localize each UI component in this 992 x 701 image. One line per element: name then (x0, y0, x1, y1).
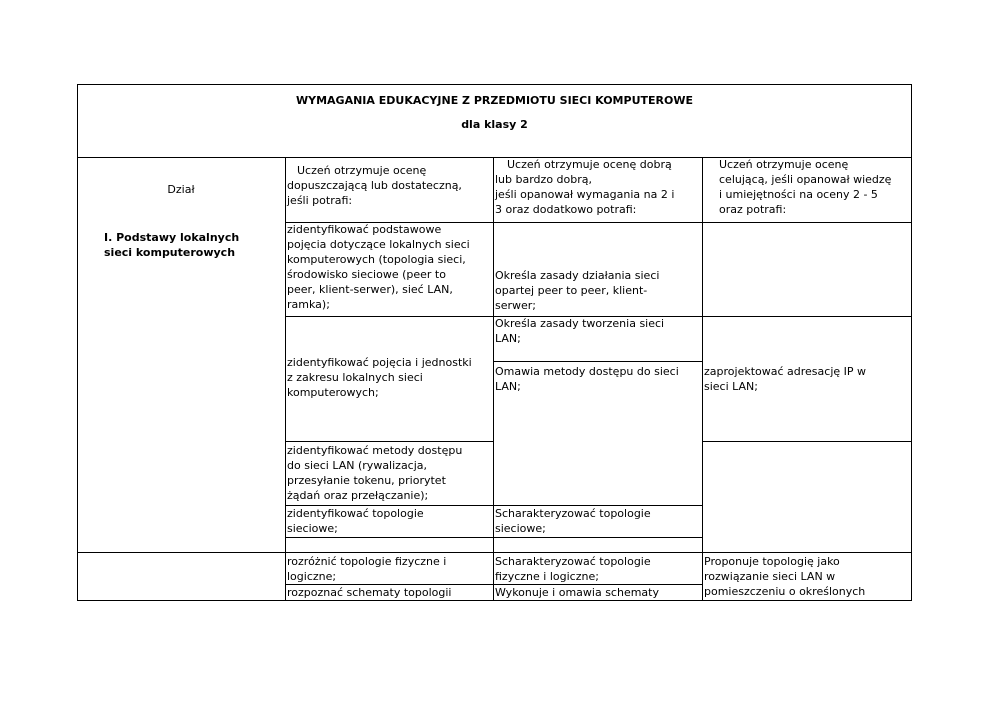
row-divider (702, 316, 912, 317)
row-divider (285, 441, 494, 442)
cell-text: rozróżnić topologie fizyczne i logiczne; (287, 555, 447, 583)
cell-text: Scharakteryzować topologie fizyczne i logiczne; (495, 555, 651, 583)
column-header-dzial: Dział (167, 183, 195, 196)
cell-text: Określa zasady działania sieci opartej peer to peer, klient- serwer; (495, 269, 660, 312)
row-divider (493, 361, 703, 362)
cell-text: zidentyfikować metody dostępu do sieci LAN (rywalizacja, przesyłanie tokenu, priorytet żądań oraz przełączanie); (287, 444, 463, 502)
table-border (77, 84, 78, 601)
row-divider (702, 441, 912, 442)
table-border (77, 84, 912, 85)
cell-text: zidentyfikować podstawowe pojęcia dotyczące lokalnych sieci komputerowych (topologia sieci, środowisko sieciowe (peer to peer, klient-serwer), sieć LAN, ramka); (287, 223, 470, 311)
row-divider (285, 537, 494, 538)
cell-text: Omawia metody dostępu do sieci LAN; (495, 365, 679, 393)
table-border (77, 600, 912, 601)
page-title: WYMAGANIA EDUKACYJNE Z PRZEDMIOTU SIECI KOMPUTEROWE (296, 94, 693, 107)
cell-text: Wykonuje i omawia schematy (495, 586, 659, 599)
table-border (911, 84, 912, 601)
section-divider (77, 552, 912, 553)
column-header-col2: Uczeń otrzymuje ocenę dobrą lub bardzo dobrą, jeśli opanował wymagania na 2 i 3 oraz dodatkowo potrafi: (495, 158, 675, 216)
cell-text: Scharakteryzować topologie sieciowe; (495, 507, 651, 535)
cell-text: Określa zasady tworzenia sieci LAN; (495, 317, 665, 345)
cell-text: zidentyfikować pojęcia i jednostki z zakresu lokalnych sieci komputerowych; (287, 356, 472, 399)
column-header-col1: Uczeń otrzymuje ocenę dopuszczającą lub dostateczną, jeśli potrafi: (287, 164, 462, 207)
column-header-col3: Uczeń otrzymuje ocenę celującą, jeśli opanował wiedzę i umiejętności na oceny 2 - 5 oraz potrafi: (719, 158, 892, 216)
row-divider (285, 316, 494, 317)
cell-text: Proponuje topologię jako rozwiązanie sieci LAN w pomieszczeniu o określonych (704, 555, 866, 598)
column-divider (285, 157, 286, 601)
page-subtitle: dla klasy 2 (461, 118, 528, 131)
row-divider (493, 537, 703, 538)
column-divider (493, 157, 494, 601)
cell-text: zaprojektować adresację IP w sieci LAN; (704, 365, 867, 393)
cell-text: rozpoznać schematy topologii (287, 586, 452, 599)
cell-text: zidentyfikować topologie sieciowe; (287, 507, 424, 535)
column-divider (702, 157, 703, 601)
section-title: I. Podstawy lokalnych sieci komputerowych (104, 231, 240, 259)
